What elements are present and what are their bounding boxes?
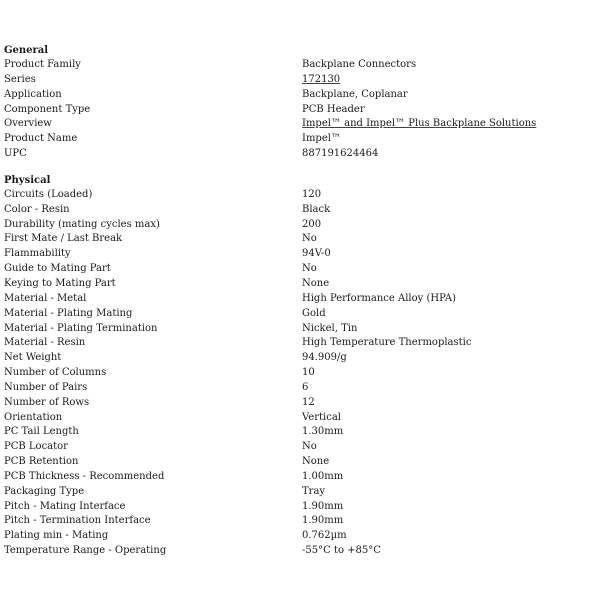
spec-row-pcb-locator: [4, 440, 594, 455]
spec-value: 0.762µm: [302, 530, 347, 542]
spec-label: Overview: [4, 118, 52, 130]
spec-row-product-name: [4, 132, 594, 147]
spec-row-pitch-mating-interface: [4, 500, 594, 515]
spec-value: 1.90mm: [302, 515, 344, 527]
spec-row-keying-to-mating-part: [4, 277, 594, 292]
spec-value: None: [302, 456, 330, 468]
spec-label: UPC: [4, 148, 27, 160]
spec-value-cell: [302, 117, 594, 132]
spec-value: 200: [302, 218, 322, 230]
spec-label: Material - Plating Mating: [4, 307, 133, 319]
spec-value: 10: [302, 367, 315, 379]
spec-value: Gold: [302, 307, 326, 319]
spec-value: None: [302, 277, 330, 289]
spec-label: First Mate / Last Break: [4, 233, 123, 245]
spec-value: Backplane, Coplanar: [302, 88, 408, 100]
spec-row-pitch-termination-interface: [4, 514, 594, 529]
spec-row-material-resin: [4, 336, 594, 351]
spec-label: Series: [4, 73, 36, 85]
spec-row-packaging-type: [4, 485, 594, 500]
spec-label: Flammability: [4, 248, 71, 260]
spec-value: PCB Header: [302, 103, 365, 115]
spec-label: Plating min - Mating: [4, 530, 109, 542]
spec-label: PCB Locator: [4, 441, 68, 453]
spec-row-component-type: [4, 103, 594, 118]
spec-value: No: [302, 263, 317, 275]
spec-label: Material - Resin: [4, 337, 86, 349]
spec-value: 94V-0: [302, 248, 331, 260]
spec-row-product-family: [4, 58, 594, 73]
section-title-physical: Physical: [4, 174, 51, 186]
spec-row-circuits-loaded: [4, 188, 594, 203]
spec-row-number-of-columns: [4, 366, 594, 381]
series-link[interactable]: 172130: [302, 73, 341, 85]
spec-value: High Performance Alloy (HPA): [302, 292, 457, 304]
spec-value: -55°C to +85°C: [302, 545, 381, 557]
spec-value: High Temperature Thermoplastic: [302, 337, 472, 349]
spec-label: Material - Plating Termination: [4, 322, 158, 334]
spec-value: 1.30mm: [302, 426, 344, 438]
spec-label: Application: [4, 88, 62, 100]
spec-label: Durability (mating cycles max): [4, 218, 160, 230]
spec-value: No: [302, 441, 317, 453]
spec-row-flammability: [4, 247, 594, 262]
spec-value: Black: [302, 203, 331, 215]
spec-row-number-of-rows: [4, 396, 594, 411]
spec-label: Orientation: [4, 411, 63, 423]
spec-row-pc-tail-length: [4, 425, 594, 440]
overview-link[interactable]: Impel™ and Impel™ Plus Backplane Solutions: [302, 118, 537, 130]
spec-row-material-metal: [4, 292, 594, 307]
spec-value: Vertical: [302, 411, 341, 423]
spec-label: Pitch - Termination Interface: [4, 515, 151, 527]
spec-value: 887191624464: [302, 148, 379, 160]
spec-row-number-of-pairs: [4, 381, 594, 396]
spec-row-application: [4, 88, 594, 103]
spec-row-pcb-retention: [4, 455, 594, 470]
spec-label: Guide to Mating Part: [4, 263, 111, 275]
spec-value: No: [302, 233, 317, 245]
spec-label: Number of Rows: [4, 396, 90, 408]
spec-row-material-plating-mating: [4, 307, 594, 322]
spec-row-orientation: [4, 411, 594, 426]
spec-value: 120: [302, 188, 322, 200]
spec-label: Number of Columns: [4, 367, 107, 379]
spec-label: Product Family: [4, 59, 81, 70]
section-title-general: General: [4, 45, 49, 56]
spec-label: Packaging Type: [4, 485, 85, 497]
spec-row-temperature-range-operating: [4, 544, 594, 559]
spec-row-series: [4, 73, 594, 88]
spec-row-plating-min-mating: [4, 529, 594, 544]
spec-label: PC Tail Length: [4, 426, 79, 438]
spec-label: Component Type: [4, 103, 91, 115]
spec-value: 94.909/g: [302, 352, 347, 364]
spec-row-first-mate-last-break: [4, 232, 594, 247]
spec-label: Material - Metal: [4, 292, 87, 304]
spec-value-cell: [302, 73, 594, 88]
spec-label: Temperature Range - Operating: [4, 545, 167, 557]
spec-value: 1.00mm: [302, 470, 344, 482]
spec-value: 1.90mm: [302, 500, 344, 512]
spec-label: Circuits (Loaded): [4, 188, 93, 200]
spec-row-pcb-thickness: [4, 470, 594, 485]
spec-row-upc: [4, 147, 594, 162]
product-spec-sheet: [4, 44, 594, 559]
spec-label: PCB Thickness - Recommended: [4, 470, 165, 482]
spec-value: Nickel, Tin: [302, 322, 358, 334]
spec-row-overview: [4, 117, 594, 132]
spec-value: Impel™: [302, 133, 341, 145]
spec-row-net-weight: [4, 351, 594, 366]
spec-label: Product Name: [4, 133, 78, 145]
spec-row-color-resin: [4, 203, 594, 218]
spec-value: 12: [302, 396, 315, 408]
spec-label: Net Weight: [4, 352, 62, 364]
spec-row-material-plating-termination: [4, 322, 594, 337]
spec-value: 6: [302, 381, 309, 393]
spec-label: Pitch - Mating Interface: [4, 500, 126, 512]
spec-label: PCB Retention: [4, 456, 79, 468]
spec-value: Backplane Connectors: [302, 59, 417, 70]
spec-row-guide-to-mating-part: [4, 262, 594, 277]
spec-row-durability: [4, 218, 594, 233]
spec-label: Number of Pairs: [4, 381, 88, 393]
spec-value: Tray: [302, 485, 326, 497]
spec-label: Color - Resin: [4, 203, 70, 215]
spec-label: Keying to Mating Part: [4, 277, 116, 289]
